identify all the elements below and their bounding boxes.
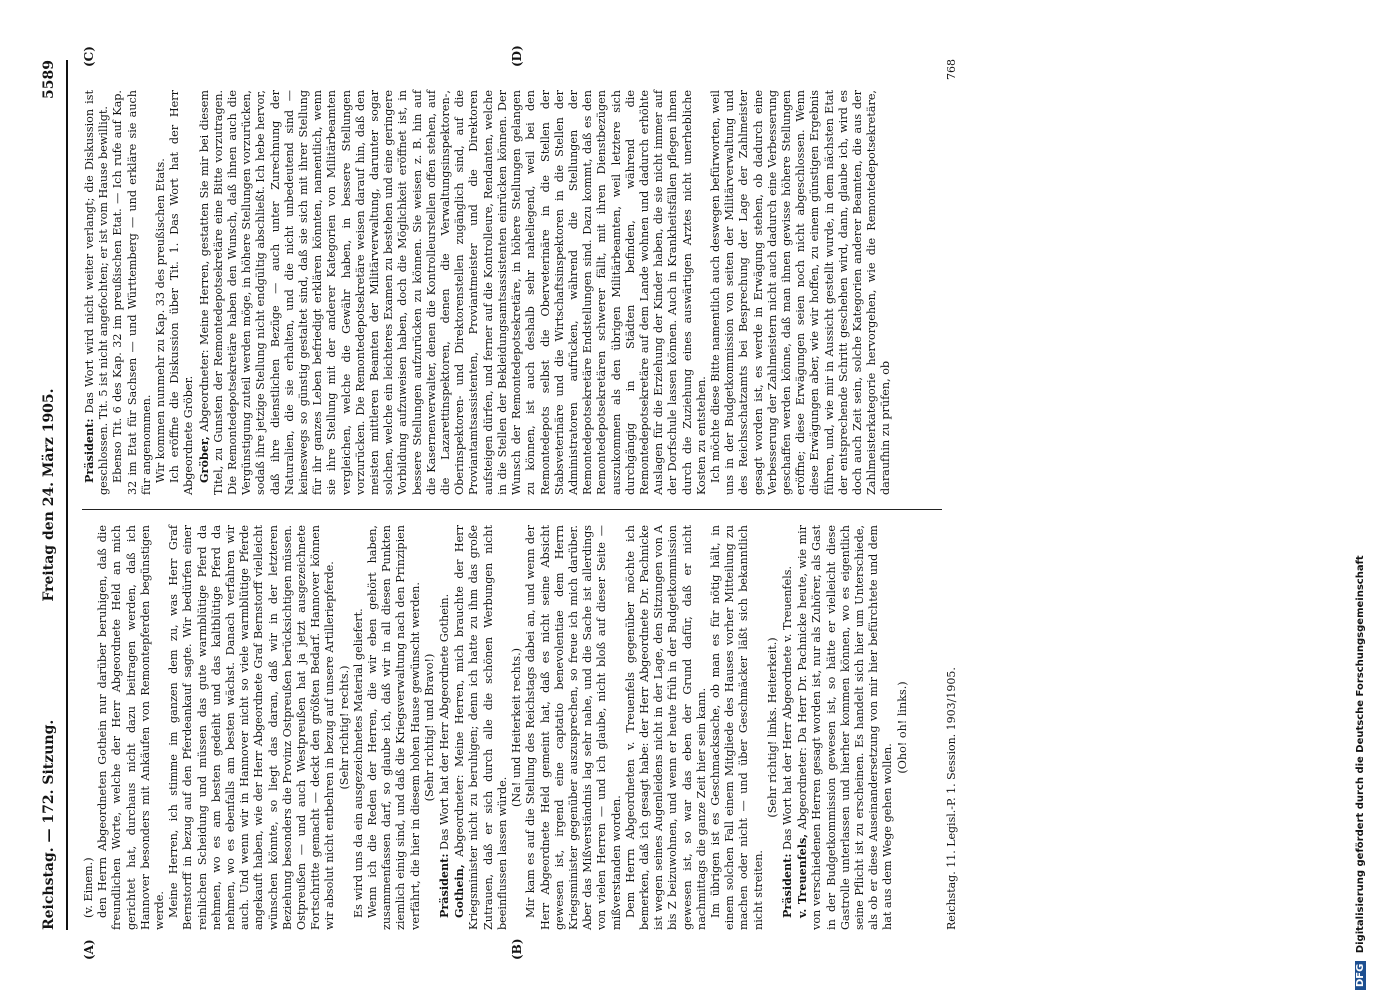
header-left: Reichstag. — 172. Sitzung. (41, 719, 57, 930)
margin-letter-a: (A) (82, 939, 96, 960)
speaker-name: v. Treuenfels, (795, 833, 810, 918)
paragraph: Im übrigen ist es Geschmacksache, ob man es für nötig hält, in einem solchen Fall einem Mitgliede des Hauses vorher Mitteilung zu machen oder nicht — und über Geschmäcker läßt sich bekanntlich nicht streiten. (708, 525, 765, 930)
speech-text: Abgeordneter: Meine Herren, mich brauchte der Herr Kriegsminister nicht zu beruhigen; denn ich hatte zu ihm das große Zutrauen, daß er sich durch alle die schönen Werbungen nicht beeinflussen lassen würde. (453, 525, 509, 930)
reaction: (Sehr richtig! und Bravo!) (422, 653, 436, 802)
speaker-name: Präsident: (779, 853, 794, 918)
paragraph (452, 525, 510, 930)
stamp-text: Digitalisierung gefördert durch die Deutsche Forschungsgemeinschaft (1355, 555, 1366, 954)
paragraph: Wir kommen nunmehr zu Kap. 33 des preußischen Etats. (154, 158, 168, 483)
paragraph: den Herrn Abgeordneten Gothein nur darüber beruhigen, daß die freundlichen Worte, welche der Herr Abgeordnete Held an mich gerichtet hat, durchaus nicht dazu beitragen werden, daß ich Hannover besonders mit Ankäufen von Remontepferden begünstigen werde. (96, 525, 167, 930)
left-column (82, 525, 910, 930)
newspaper-page (40, 40, 1340, 960)
page-number: 5589 (41, 60, 57, 99)
paragraph: Wenn ich die Reden der Herren, die wir eben gehört haben, zusammenfassen darf, so glaube ich, daß wir in all diesen Punkten ziemlich einig sind, und daß die Kriegsverwaltung nach den Prinzipien verfährt, die hier in diesem hohen Hause gewünscht werden. (366, 525, 422, 930)
paragraph (437, 525, 452, 930)
column-divider (82, 509, 942, 510)
reaction: (Na! und Heiterkeit rechts.) (510, 647, 524, 808)
footer-page-number: 768 (945, 59, 958, 80)
speaker-continuation: (v. Einem.) (82, 857, 95, 918)
margin-letter-d: (D) (510, 45, 524, 67)
paragraph: Es wird uns da ein ausgezeichnetes Material geliefert. (351, 608, 365, 918)
stamp-text-line (1355, 10, 1375, 990)
speaker-name: Gothein, (452, 864, 467, 918)
footer-session: Reichstag. 11. Legisl.-P. 1. Session. 1903/1905. (945, 667, 958, 930)
margin-letter-c: (C) (82, 46, 96, 67)
margin-letter-b: (B) (510, 938, 524, 960)
paragraph (82, 90, 111, 495)
speech-text: Abgeordneter: Da Herr Dr. Pachnicke heute, wie mir von verschiedenen Herren gesagt worden ist, nur als Zuhörer, als Gast in der Budgetkommission gewesen ist, so hätte er vielleicht diese Gastrolle unterlassen und hierher kommen können, wo es eigentlich seine Pflicht ist zu erscheinen. Es handelt sich hier um Unterschiede, als ob er diese Auseinandersetzung von mir hier befürchtete und dem hat aus dem Wege gehen wollen. (796, 525, 895, 930)
header-date: Freitag den 24. März 1905. (41, 388, 57, 602)
speaker-name: Gröber, (196, 436, 211, 483)
digitization-stamp (1355, 10, 1375, 990)
right-column (82, 90, 894, 495)
paragraph (197, 90, 709, 495)
paragraph (795, 525, 895, 930)
paragraph: Mir kam es auf die Stellung des Reichstags dabei an, und wenn der Herr Abgeordnete Held gemeint hat, daß es nicht seine Absicht gewesen ist, irgend eine captatio benevolentiae dem Herrn Kriegsminister gegenüber auszusprechen, so freue ich mich darüber. Aber das Mißverständnis lag sehr nahe, und die Sache ist allerdings von vielen Herren — und ich glaube, nicht bloß auf dieser Seite — mißverstanden worden. (524, 525, 623, 930)
paragraph: Ich möchte diese Bitte namentlich auch deswegen befürworten, weil uns in der Budgetkommission von seiten der Militärverwaltung und des Reichsschatzamts bei Besprechung der Lage der Zahlmeister gesagt worden ist, es werde in Erwägung stehen, ob dadurch eine Verbesserung der Zahlmeistern nicht auch dadurch eine Verbesserung geschaffen werden könne, daß man ihnen gewisse höhere Stellungen eröffne; diese Erwägungen seien noch nicht abgeschlossen. Wenn diese Erwägungen aber, wie wir hoffen, zu einem günstigen Ergebnis führen, und, wie mir in Aussicht gestellt wurde, in dem nächsten Etat der entsprechende Schritt geschehen wird, dann, glaube ich, wird es doch auch Zeit sein, solche Kategorien anderer Beamten, die aus der Zahlmeisterkategorie hervorgehen, wie die Remontedepotsekretäre, daraufhin zu prüfen, ob (708, 90, 893, 495)
speech-text: Das Wort wird nicht weiter verlangt; die Diskussion ist geschlossen. Tit. 5 ist nicht angefochten; er ist vom Hause bewilligt. (83, 90, 111, 495)
dfg-logo: DFG (1355, 961, 1366, 990)
speech-text: Das Wort hat der Herr Abgeordnete Gothein. (438, 593, 452, 854)
speech-text: Abgeordneter: Meine Herren, gestatten Sie mir bei diesem Titel, zu Gunsten der Remontedepotsekretäre eine Bitte vorzutragen. Die Remontedepotsekretäre haben den Wunsch, daß ihnen auch die Vergünstigung zuteil werden möge, in höhere Stellungen vorzurücken, sodaß ihre jetzige Stellung nicht endgültig abschließt. Ich hebe hervor, daß ihre dienstlichen Bezüge — auch unter Zurechnung der Naturalien, die sie erhalten, und die nicht unbedeutend sind — keineswegs so günstig gestaltet sind, daß sie sich mit ihrer Stellung für ihr ganzes Leben befriedigt erklären könnten, namentlich, wenn sie ihre Stellung mit der anderer Kategorien von Militärbeamten vergleichen, welche die Gewähr haben, in bessere Stellungen vorzurücken. Die Remontedepotsekretäre weisen darauf hin, daß den meisten mittleren Beamten der Militärverwaltung, darunter sogar solchen, welche ein leichteres Examen zu bestehen und eine geringere Vorbildung aufzuweisen haben, doch die Möglichkeit eröffnet ist, in bessere Stellungen aufzurücken zu können. Sie weisen z. B. hin auf die Kasernenverwalter, denen die Kontrolleurstellen offen stehen, auf die Lazarettinspektoren, denen die Verwaltungsinspektoren-, Oberinspektoren- und Direktorenstellen zugänglich sind, auf die Proviantamtsassistenten, Proviantmeister und die Direktoren aufsteigen dürfen, und ferner auf die Kontrolleure, Rendanten, welche in die Stellen der Bekleidungsamtsassistenten einrücken können. Der Wunsch der Remontedepotsekretäre, in höhere Stellungen gelangen zu können, ist auch deshalb sehr naheliegend, weil bei den Remontedepots selbst die Oberveterinäre in die Stellen der Stabsveterinäre und die Wirtschaftsinspektoren in die Stellen der Administratoren aufrücken, während die Stellungen der Remontedepotsekretäre Endstellungen sind. Dazu kommt, daß es den Remontedepotsekretären schwerer fällt, mit ihren Dienstbezügen auszukommen als den übrigen Militärbeamten, weil letztere sich durchgängig in Städten befinden, während die Remontedepotsekretäre auf dem Lande wohnen und dadurch erhöhte Auslagen für die Erziehung der Kinder haben, die sie nicht immer auf der Dorfschule lassen können. Auch in Krankheitsfällen pflegen ihnen durch die Zuziehung eines auswärtigen Arztes nicht unerhebliche Kosten zu entstehen. (197, 90, 708, 495)
paragraph (780, 525, 795, 930)
paragraph: Meine Herren, ich stimme im ganzen dem zu, was Herr Graf Bernstorff in bezug auf den Pferdeankauf sagte. Wir bedürfen einer reinlichen Scheidung und müssen das gute warmblütige Pferd da nehmen, wo es am besten gedeiht und das kaltblütige Pferd da nehmen, wo es ebenfalls am besten wächst. Danach verfahren wir auch. Und wenn wir in Hannover nicht so viele warmblütige Pferde angekauft haben, wie der Herr Abgeordnete Graf Bernstorff vielleicht wünschen könnte, so liegt das daran, daß wir in der letzteren Beziehung besonders die Provinz Ostpreußen berücksichtigen müssen. Ostpreußen — und auch Westpreußen hat ja jetzt ausgezeichnete Fortschritte gemacht — deckt den größten Bedarf. Hannover können wir absolut nicht entbehren in bezug auf unsere Artilleriepferde. (167, 525, 337, 930)
speaker-name: Präsident: (437, 853, 452, 918)
reaction: (Sehr richtig! rechts.) (337, 665, 351, 790)
speaker-name: Präsident: (82, 418, 96, 483)
paragraph: Dem Herrn Abgeordneten v. Treuenfels gegenüber möchte ich bemerken, daß ich gesagt habe: der Herr Abgeordnete Dr. Pachnicke ist wegen seines Augenleidens nicht in der Lage, den Sitzungen von A bis Z beizuwohnen, und wenn er heute früh in der Budgetkommission gewesen ist, so war das eben der Grund dafür, daß er nicht nachmittags die ganze Zeit hier sein kann. (623, 525, 708, 930)
speech-text: Das Wort hat der Herr Abgeordnete v. Treuenfels. (780, 565, 794, 854)
page-header (40, 60, 68, 930)
reaction: (Oho! oh! links.) (895, 681, 909, 774)
paragraph: Ich eröffne die Diskussion über Tit. 1. Das Wort hat der Herr Abgeordnete Gröber. (168, 90, 196, 495)
reaction: (Sehr richtig! links. Heiterkeit.) (765, 637, 779, 818)
paragraph: Ebenso Tit. 6 des Kap. 32 im preußischen Etat. — Ich rufe auf Kap. 32 im Etat für Sachsen — und Württemberg — und erkläre sie auch für angenommen. (111, 90, 153, 495)
